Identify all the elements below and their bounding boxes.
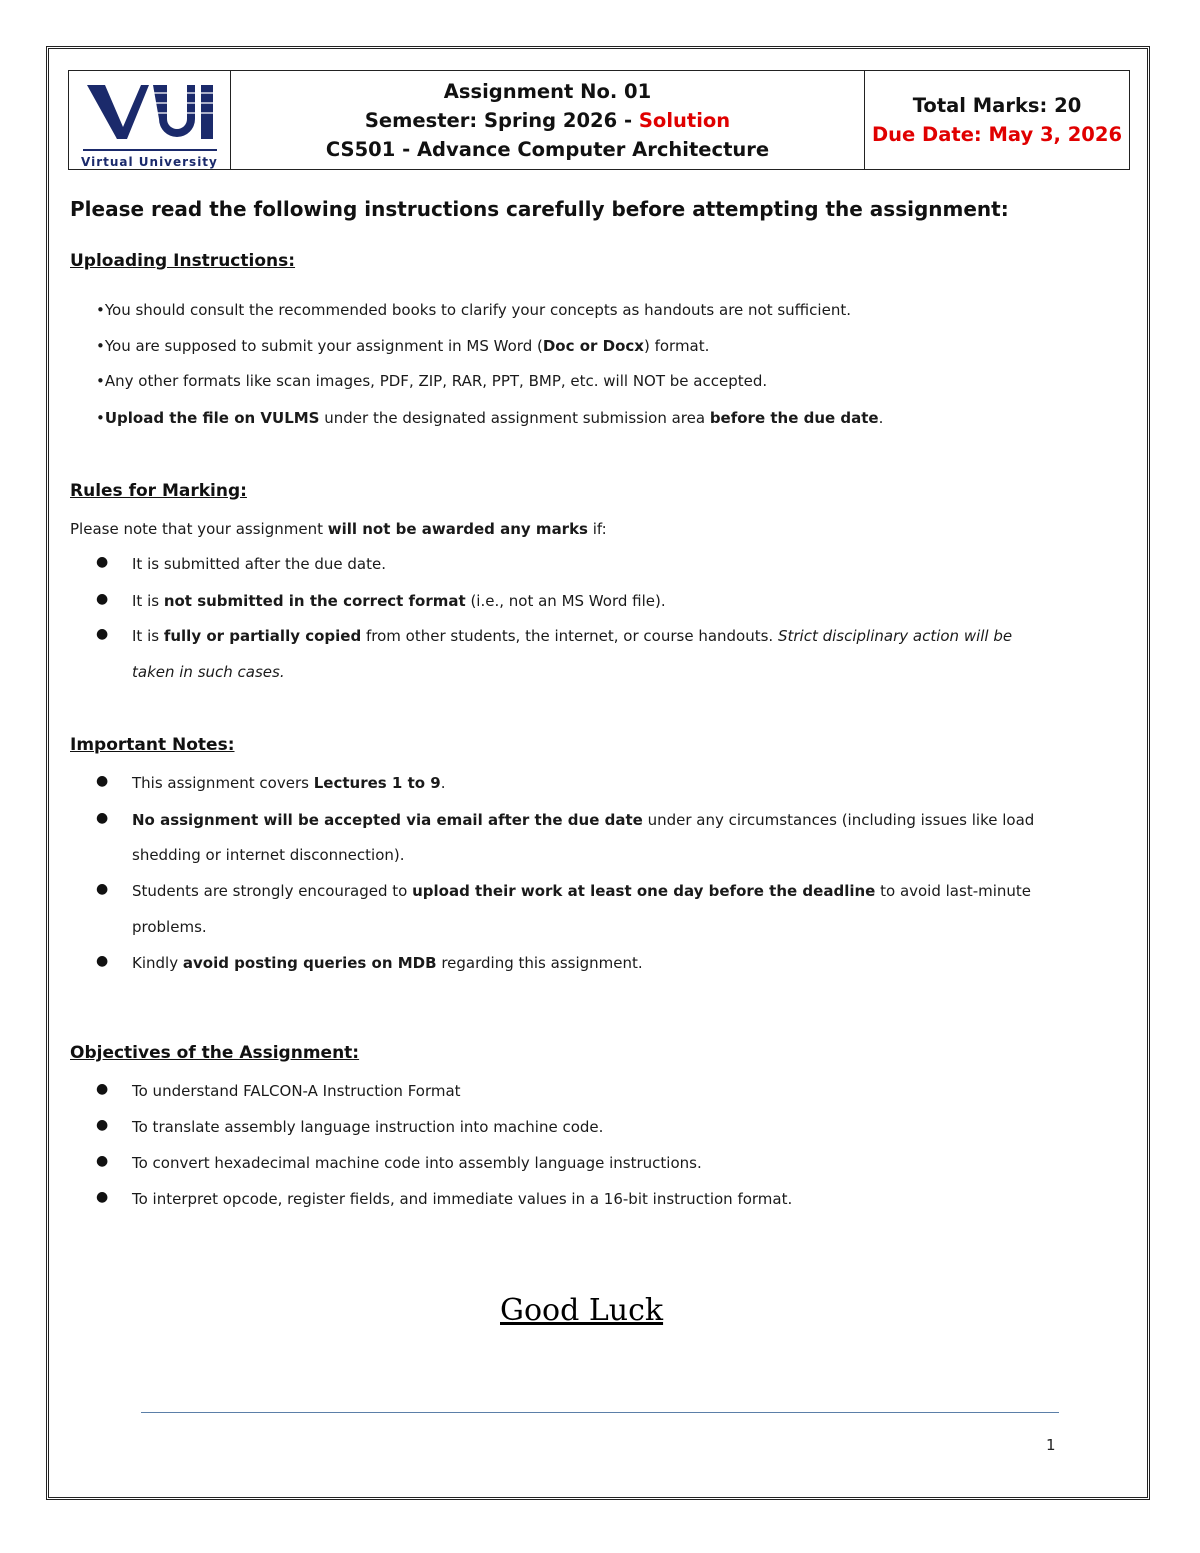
objectives-heading: Objectives of the Assignment:	[70, 1043, 360, 1063]
bullet-icon: ●	[96, 1153, 109, 1169]
upload-item-2: •You are supposed to submit your assignment in MS Word (Doc or Docx) format.	[96, 337, 710, 355]
notes-heading: Important Notes:	[70, 735, 235, 755]
marking-item-3: It is fully or partially copied from other students, the internet, or course handouts. Strict disciplinary action will be	[132, 627, 1013, 645]
bullet-icon: ●	[96, 953, 109, 969]
note-item-4: Kindly avoid posting queries on MDB regarding this assignment.	[132, 954, 643, 972]
note-item-3: Students are strongly encouraged to upload their work at least one day before the deadline to avoid last-minute	[132, 882, 1032, 900]
objective-item-4: To interpret opcode, register fields, and immediate values in a 16-bit instruction format.	[132, 1190, 793, 1208]
marking-heading: Rules for Marking:	[70, 481, 247, 501]
intro-heading: Please read the following instructions carefully before attempting the assignment:	[70, 197, 1009, 221]
vu-logo	[83, 81, 217, 141]
marks-cell	[865, 71, 1129, 169]
uploading-heading: Uploading Instructions:	[70, 251, 296, 271]
bullet-icon: ●	[96, 773, 109, 789]
objective-item-2: To translate assembly language instruction into machine code.	[132, 1118, 604, 1136]
bullet-icon: ●	[96, 626, 109, 642]
note-item-2: No assignment will be accepted via email after the due date under any circumstances (including issues like load	[132, 811, 1035, 829]
logo-divider	[83, 149, 217, 151]
bullet-icon: ●	[96, 1117, 109, 1133]
total-marks: Total Marks: 20	[912, 94, 1082, 117]
objective-item-1: To understand FALCON-A Instruction Format	[132, 1082, 461, 1100]
due-date: Due Date: May 3, 2026	[871, 123, 1123, 146]
logo-caption: Virtual University	[81, 155, 218, 169]
footer-divider	[141, 1412, 1059, 1413]
bullet-icon: ●	[96, 881, 109, 897]
course-title: CS501 - Advance Computer Architecture	[325, 137, 770, 161]
note-item-1: This assignment covers Lectures 1 to 9.	[132, 774, 446, 792]
title-cell	[231, 71, 865, 169]
logo-cell	[69, 71, 231, 169]
assignment-number: Assignment No. 01	[443, 79, 652, 103]
page-number: 1	[1046, 1436, 1056, 1454]
objective-item-3: To convert hexadecimal machine code into assembly language instructions.	[132, 1154, 702, 1172]
marking-lead: Please note that your assignment will not be awarded any marks if:	[70, 520, 607, 538]
bullet-icon: ●	[96, 1189, 109, 1205]
marking-item-3-continued: taken in such cases.	[132, 663, 285, 681]
marking-item-2: It is not submitted in the correct format (i.e., not an MS Word file).	[132, 592, 666, 610]
vu-logo-icon	[83, 81, 217, 141]
upload-item-1: •You should consult the recommended books to clarify your concepts as handouts are not sufficient.	[96, 301, 851, 319]
semester-line	[231, 106, 864, 135]
header-table	[68, 70, 1130, 170]
bullet-icon: ●	[96, 554, 109, 570]
upload-item-4: •Upload the file on VULMS under the designated assignment submission area before the due date.	[96, 409, 884, 427]
bullet-icon: ●	[96, 1081, 109, 1097]
upload-item-3: •Any other formats like scan images, PDF, ZIP, RAR, PPT, BMP, etc. will NOT be accepted.	[96, 372, 768, 390]
bullet-icon: ●	[96, 810, 109, 826]
solution-label: Solution	[638, 108, 731, 132]
note-item-2-continued: shedding or internet disconnection).	[132, 846, 405, 864]
good-luck-closing: Good Luck	[500, 1293, 664, 1328]
bullet-icon: ●	[96, 591, 109, 607]
note-item-3-continued: problems.	[132, 918, 207, 936]
semester-text: Semester: Spring 2026 -	[364, 108, 639, 132]
marking-item-1: It is submitted after the due date.	[132, 555, 386, 573]
